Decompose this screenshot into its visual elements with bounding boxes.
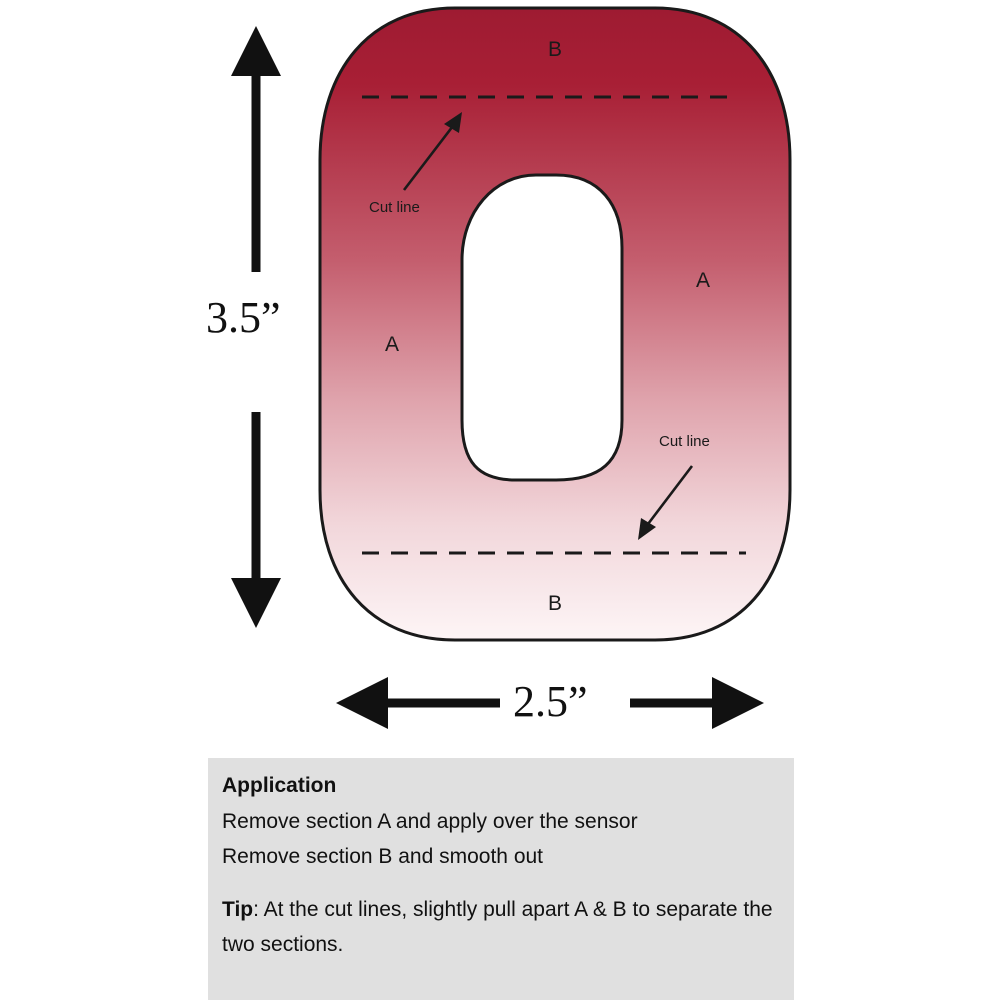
- section-label-a-right: A: [696, 269, 711, 292]
- section-label-a-left: A: [385, 333, 400, 356]
- application-step-2: Remove section B and smooth out: [222, 845, 544, 868]
- cut-line-label-bottom: Cut line: [659, 433, 710, 450]
- application-tip: [222, 892, 780, 962]
- application-step-1: Remove section A and apply over the sensor: [222, 810, 638, 833]
- section-label-b-top: B: [548, 38, 563, 61]
- cut-line-label-top: Cut line: [369, 199, 420, 216]
- section-label-b-bottom: B: [548, 592, 563, 615]
- height-dimension-label: 3.5”: [206, 293, 281, 342]
- application-instructions-panel: [208, 758, 794, 1000]
- width-dimension-label: 2.5”: [513, 677, 588, 726]
- application-title: Application: [222, 774, 337, 797]
- tip-label: Tip: [222, 898, 254, 921]
- tip-text: : At the cut lines, slightly pull apart A & B to separate the two sections.: [222, 898, 773, 956]
- patch-body: [320, 8, 790, 640]
- spacer: [222, 874, 780, 892]
